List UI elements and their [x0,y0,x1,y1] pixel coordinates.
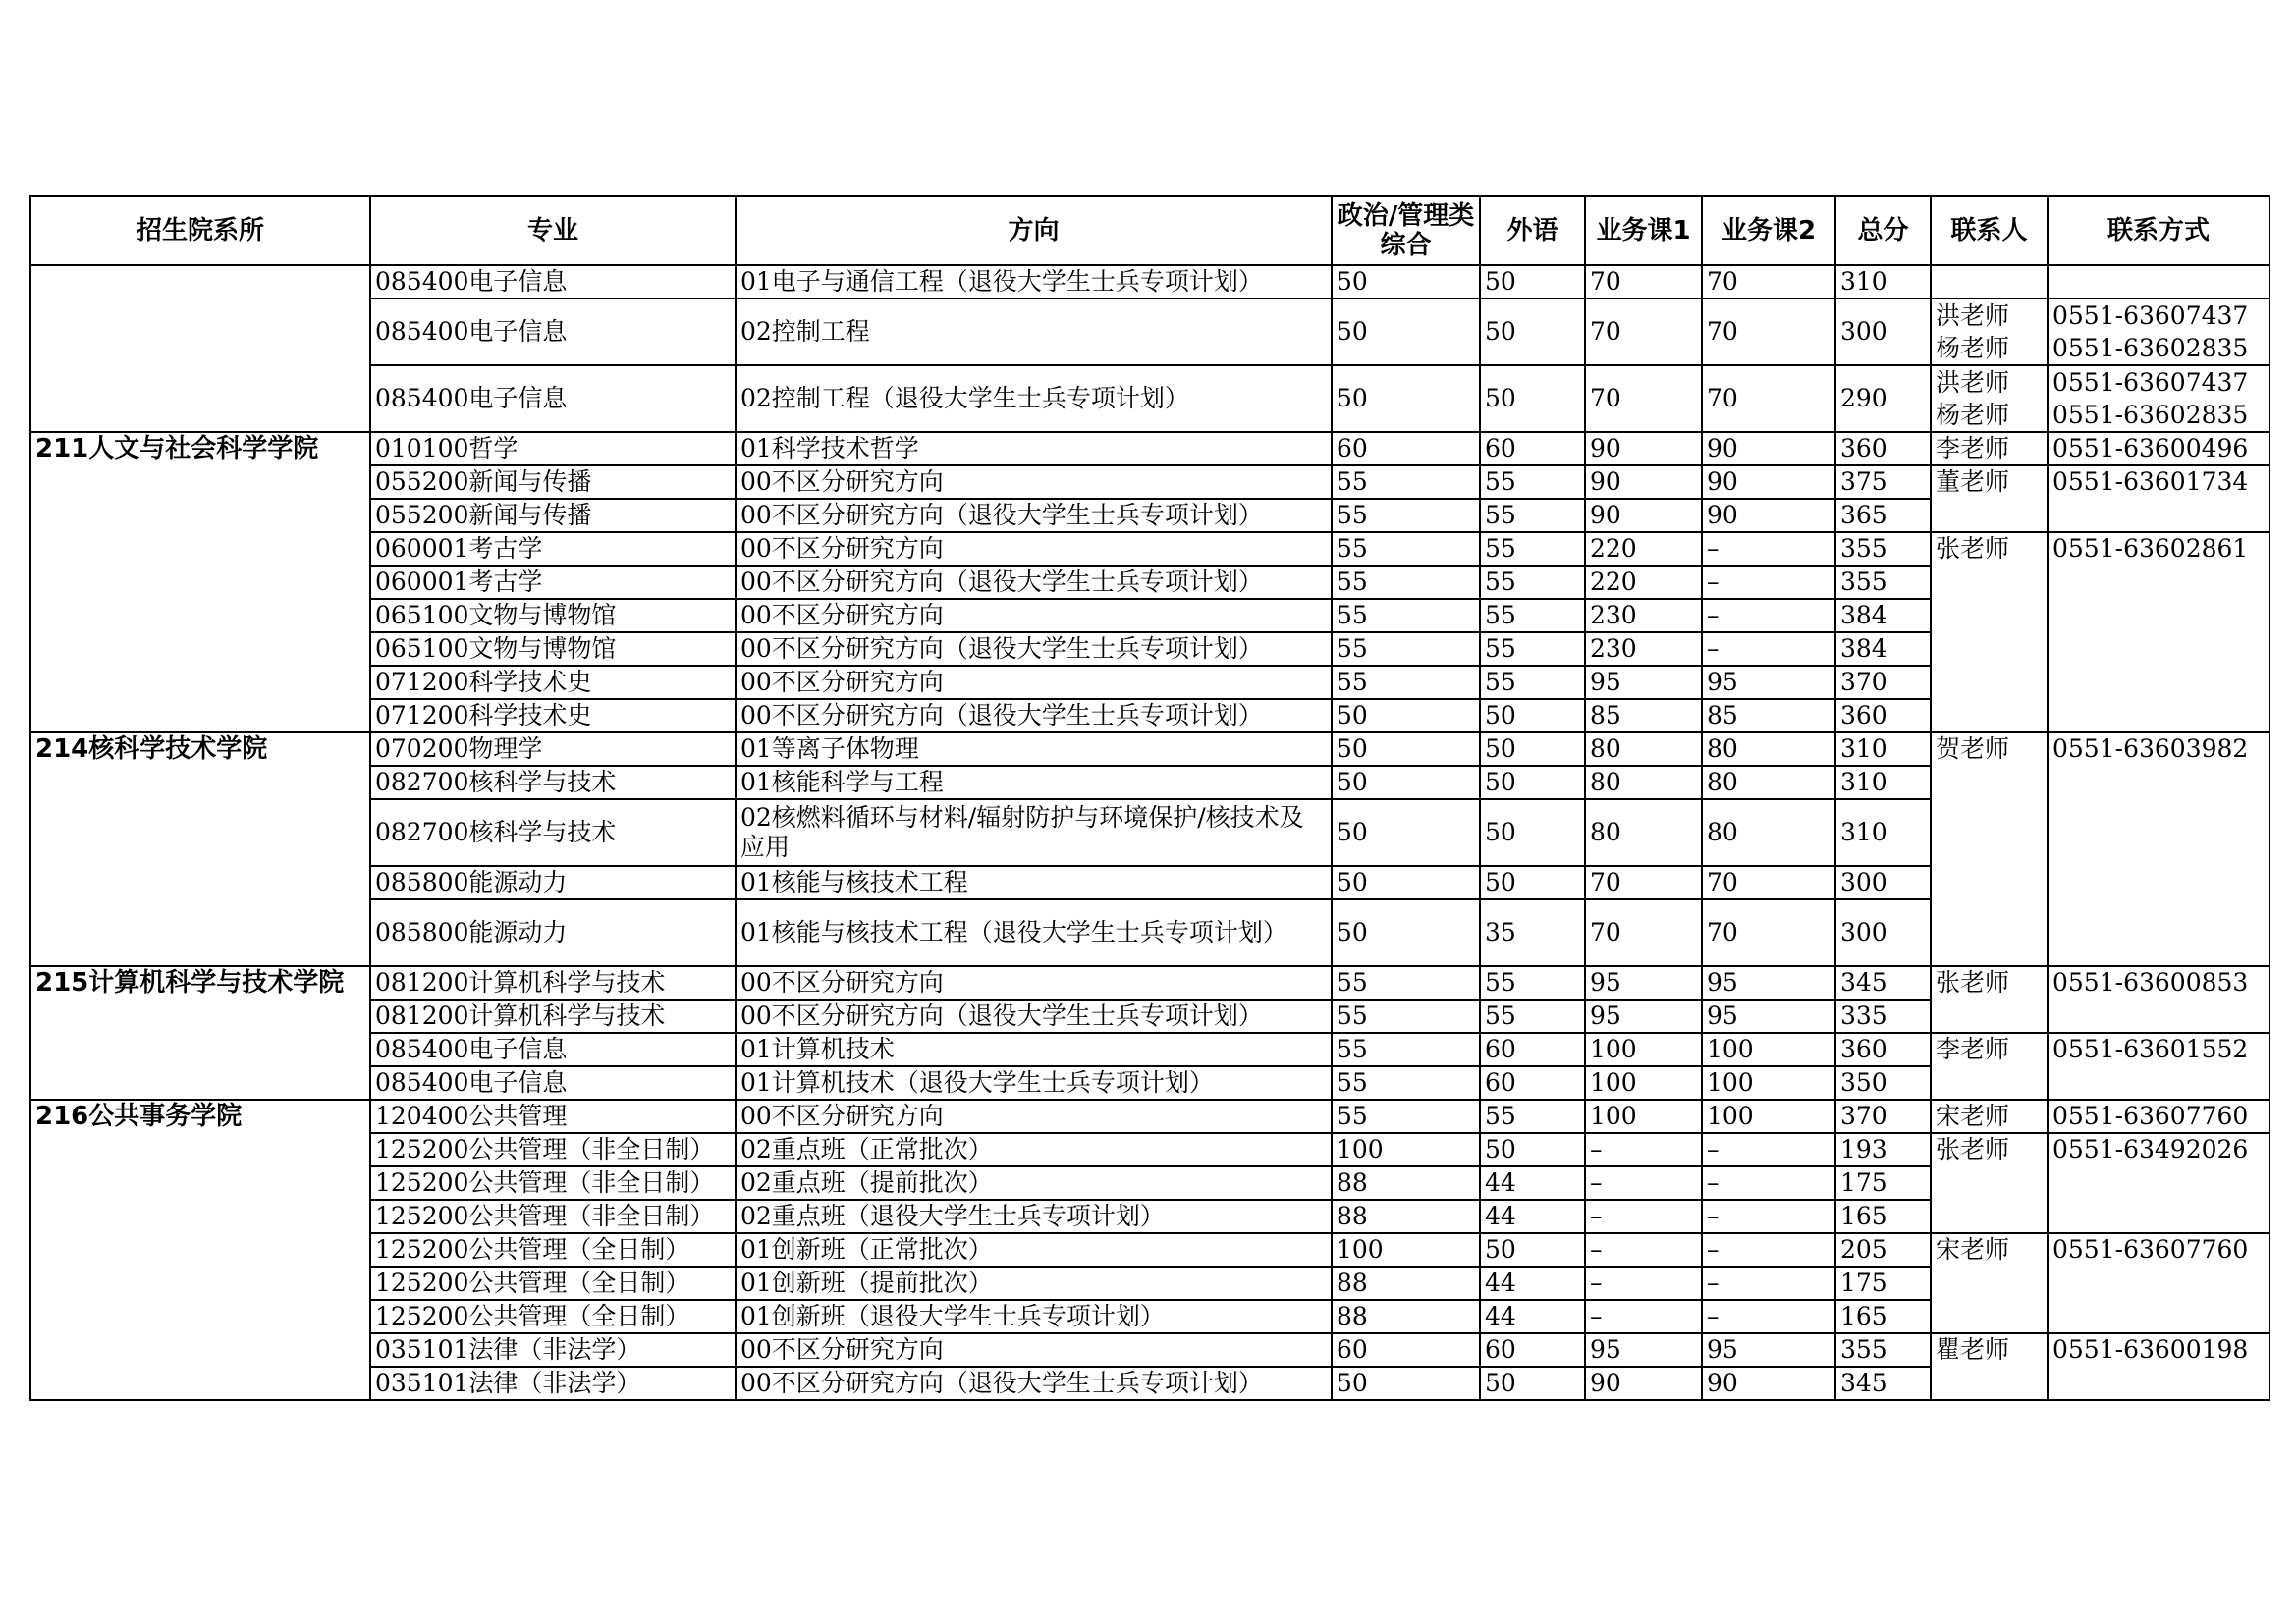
total-cell: 165 [1835,1300,1931,1333]
total-cell: 205 [1835,1233,1931,1267]
total-cell: 300 [1835,866,1931,899]
course2-cell: 70 [1702,298,1835,365]
course2-cell: 70 [1702,866,1835,899]
course1-cell: 95 [1585,666,1702,699]
course2-cell: 90 [1702,499,1835,532]
foreign-cell: 50 [1480,766,1585,799]
course2-cell: – [1702,1300,1835,1333]
major-cell: 085400电子信息 [370,265,736,298]
col-direction: 方向 [736,196,1332,265]
course2-cell: 100 [1702,1033,1835,1066]
phone-cell: 0551-63602861 [2048,532,2269,732]
major-cell: 071200科学技术史 [370,699,736,732]
course2-cell: 70 [1702,265,1835,298]
total-cell: 355 [1835,1333,1931,1367]
course1-cell: 90 [1585,465,1702,499]
foreign-cell: 44 [1480,1200,1585,1233]
course2-cell: – [1702,1233,1835,1267]
course1-cell: 100 [1585,1033,1702,1066]
politics-cell: 100 [1332,1133,1480,1166]
contact-cell [1931,365,2048,432]
politics-cell: 55 [1332,532,1480,566]
course2-cell: – [1702,566,1835,599]
politics-cell: 50 [1332,899,1480,966]
direction-cell: 00不区分研究方向（退役大学生士兵专项计划） [736,566,1332,599]
total-cell: 370 [1835,666,1931,699]
politics-cell: 50 [1332,265,1480,298]
total-cell: 360 [1835,1033,1931,1066]
total-cell: 345 [1835,1367,1931,1400]
direction-cell: 01计算机技术（退役大学生士兵专项计划） [736,1066,1332,1100]
course1-cell: 90 [1585,432,1702,465]
course2-cell: – [1702,1267,1835,1300]
foreign-cell: 35 [1480,899,1585,966]
course1-cell: – [1585,1267,1702,1300]
direction-cell: 01科学技术哲学 [736,432,1332,465]
foreign-cell: 50 [1480,365,1585,432]
total-cell: 345 [1835,966,1931,1000]
total-cell: 310 [1835,732,1931,766]
politics-cell: 88 [1332,1267,1480,1300]
major-cell: 081200计算机科学与技术 [370,1000,736,1033]
course1-cell: 95 [1585,1000,1702,1033]
institution-cell: 214核科学技术学院 [30,732,370,966]
politics-cell: 50 [1332,699,1480,732]
institution-cell: 216公共事务学院 [30,1100,370,1400]
course1-cell: 80 [1585,766,1702,799]
total-cell: 360 [1835,432,1931,465]
course1-cell: 80 [1585,799,1702,866]
direction-cell: 02核燃料循环与材料/辐射防护与环境保护/核技术及应用 [736,799,1332,866]
direction-cell: 01创新班（退役大学生士兵专项计划） [736,1300,1332,1333]
phone-cell: 0551-63603982 [2048,732,2269,966]
phone-cell [2048,365,2269,432]
major-cell: 060001考古学 [370,566,736,599]
foreign-cell: 44 [1480,1300,1585,1333]
total-cell: 335 [1835,1000,1931,1033]
contact-phone: 0551-63602835 [2052,334,2249,362]
total-cell: 384 [1835,632,1931,666]
course2-cell: 95 [1702,1000,1835,1033]
course1-cell: 220 [1585,566,1702,599]
direction-cell: 00不区分研究方向（退役大学生士兵专项计划） [736,632,1332,666]
direction-cell: 01等离子体物理 [736,732,1332,766]
contact-phone: 0551-63602835 [2052,401,2249,429]
major-cell: 082700核科学与技术 [370,766,736,799]
direction-cell: 00不区分研究方向（退役大学生士兵专项计划） [736,1000,1332,1033]
course1-cell: 100 [1585,1100,1702,1133]
course1-cell: 90 [1585,1367,1702,1400]
total-cell: 310 [1835,766,1931,799]
total-cell: 375 [1835,465,1931,499]
contact-phone: 0551-63607437 [2052,368,2249,397]
foreign-cell: 44 [1480,1267,1585,1300]
phone-cell: 0551-63607760 [2048,1233,2269,1333]
major-cell: 035101法律（非法学） [370,1333,736,1367]
foreign-cell: 55 [1480,532,1585,566]
phone-cell: 0551-63600496 [2048,432,2269,465]
course1-cell: 230 [1585,632,1702,666]
table-row [30,966,2269,1000]
direction-cell: 01核能科学与工程 [736,766,1332,799]
major-cell: 035101法律（非法学） [370,1367,736,1400]
course1-cell: – [1585,1200,1702,1233]
course1-cell: 70 [1585,899,1702,966]
course1-cell: 220 [1585,532,1702,566]
col-course2: 业务课2 [1702,196,1835,265]
politics-cell: 55 [1332,966,1480,1000]
total-cell: 384 [1835,599,1931,632]
contact-name: 杨老师 [1936,401,2010,429]
direction-cell: 02重点班（提前批次） [736,1166,1332,1200]
politics-cell: 55 [1332,465,1480,499]
major-cell: 125200公共管理（全日制） [370,1300,736,1333]
direction-cell: 02控制工程 [736,298,1332,365]
politics-cell: 55 [1332,1100,1480,1133]
foreign-cell: 55 [1480,1100,1585,1133]
contact-cell: 贺老师 [1931,732,2048,966]
total-cell: 355 [1835,566,1931,599]
course2-cell: 70 [1702,365,1835,432]
direction-cell: 00不区分研究方向（退役大学生士兵专项计划） [736,699,1332,732]
phone-cell: 0551-63492026 [2048,1133,2269,1233]
table-row [30,432,2269,465]
direction-cell: 00不区分研究方向 [736,599,1332,632]
contact-cell: 宋老师 [1931,1233,2048,1333]
politics-cell: 50 [1332,766,1480,799]
col-major: 专业 [370,196,736,265]
direction-cell: 01核能与核技术工程（退役大学生士兵专项计划） [736,899,1332,966]
foreign-cell: 60 [1480,1033,1585,1066]
course1-cell: – [1585,1300,1702,1333]
foreign-cell: 50 [1480,799,1585,866]
course1-cell: 70 [1585,365,1702,432]
foreign-cell: 50 [1480,265,1585,298]
politics-cell: 55 [1332,1000,1480,1033]
politics-cell: 100 [1332,1233,1480,1267]
politics-cell: 88 [1332,1200,1480,1233]
contact-cell: 李老师 [1931,432,2048,465]
contact-cell: 张老师 [1931,966,2048,1033]
politics-cell: 55 [1332,499,1480,532]
politics-cell: 60 [1332,1333,1480,1367]
course2-cell: – [1702,1200,1835,1233]
foreign-cell: 50 [1480,1233,1585,1267]
direction-cell: 00不区分研究方向 [736,1333,1332,1367]
foreign-cell: 50 [1480,699,1585,732]
total-cell: 310 [1835,265,1931,298]
contact-cell: 宋老师 [1931,1100,2048,1133]
phone-cell [2048,298,2269,365]
course1-cell: 85 [1585,699,1702,732]
course2-cell: 80 [1702,799,1835,866]
foreign-cell: 55 [1480,499,1585,532]
course2-cell: 100 [1702,1066,1835,1100]
course1-cell: 80 [1585,732,1702,766]
contact-cell: 张老师 [1931,532,2048,732]
politics-cell: 50 [1332,1367,1480,1400]
course2-cell: – [1702,599,1835,632]
course2-cell: 100 [1702,1100,1835,1133]
table-row [30,732,2269,766]
col-phone: 联系方式 [2048,196,2269,265]
contact-phone: 0551-63607437 [2052,301,2249,330]
politics-cell: 50 [1332,365,1480,432]
foreign-cell: 50 [1480,1367,1585,1400]
phone-cell [2048,265,2269,298]
col-course1: 业务课1 [1585,196,1702,265]
foreign-cell: 55 [1480,465,1585,499]
col-foreign: 外语 [1480,196,1585,265]
course2-cell: 80 [1702,732,1835,766]
direction-cell: 00不区分研究方向 [736,465,1332,499]
course2-cell: 95 [1702,966,1835,1000]
contact-name: 杨老师 [1936,334,2010,362]
direction-cell: 00不区分研究方向（退役大学生士兵专项计划） [736,499,1332,532]
direction-cell: 02重点班（正常批次） [736,1133,1332,1166]
contact-cell: 董老师 [1931,465,2048,532]
major-cell: 120400公共管理 [370,1100,736,1133]
major-cell: 055200新闻与传播 [370,499,736,532]
course2-cell: 70 [1702,899,1835,966]
course1-cell: 70 [1585,265,1702,298]
politics-cell: 88 [1332,1300,1480,1333]
foreign-cell: 60 [1480,1333,1585,1367]
course2-cell: 95 [1702,1333,1835,1367]
phone-cell: 0551-63601552 [2048,1033,2269,1100]
foreign-cell: 55 [1480,632,1585,666]
contact-cell: 瞿老师 [1931,1333,2048,1400]
total-cell: 175 [1835,1166,1931,1200]
politics-cell: 50 [1332,298,1480,365]
course2-cell: 90 [1702,1367,1835,1400]
direction-cell: 00不区分研究方向 [736,532,1332,566]
contact-name: 洪老师 [1936,368,2010,397]
total-cell: 370 [1835,1100,1931,1133]
foreign-cell: 50 [1480,298,1585,365]
total-cell: 290 [1835,365,1931,432]
major-cell: 085800能源动力 [370,866,736,899]
foreign-cell: 55 [1480,599,1585,632]
direction-cell: 01核能与核技术工程 [736,866,1332,899]
phone-cell: 0551-63607760 [2048,1100,2269,1133]
table-row [30,265,2269,298]
foreign-cell: 50 [1480,866,1585,899]
major-cell: 125200公共管理（非全日制） [370,1133,736,1166]
direction-cell: 01创新班（提前批次） [736,1267,1332,1300]
major-cell: 085800能源动力 [370,899,736,966]
total-cell: 300 [1835,899,1931,966]
course1-cell: – [1585,1233,1702,1267]
foreign-cell: 50 [1480,732,1585,766]
politics-cell: 50 [1332,732,1480,766]
major-cell: 085400电子信息 [370,365,736,432]
politics-cell: 60 [1332,432,1480,465]
direction-cell: 01电子与通信工程（退役大学生士兵专项计划） [736,265,1332,298]
direction-cell: 00不区分研究方向 [736,666,1332,699]
major-cell: 125200公共管理（非全日制） [370,1200,736,1233]
course1-cell: 95 [1585,966,1702,1000]
total-cell: 355 [1835,532,1931,566]
foreign-cell: 55 [1480,566,1585,599]
major-cell: 065100文物与博物馆 [370,632,736,666]
total-cell: 350 [1835,1066,1931,1100]
major-cell: 060001考古学 [370,532,736,566]
course1-cell: 230 [1585,599,1702,632]
course2-cell: 90 [1702,432,1835,465]
major-cell: 010100哲学 [370,432,736,465]
politics-cell: 50 [1332,866,1480,899]
major-cell: 082700核科学与技术 [370,799,736,866]
politics-cell: 55 [1332,666,1480,699]
col-politics: 政治/管理类综合 [1332,196,1480,265]
politics-cell: 55 [1332,599,1480,632]
foreign-cell: 60 [1480,432,1585,465]
politics-cell: 88 [1332,1166,1480,1200]
course1-cell: 95 [1585,1333,1702,1367]
major-cell: 071200科学技术史 [370,666,736,699]
course2-cell: 90 [1702,465,1835,499]
phone-cell: 0551-63601734 [2048,465,2269,532]
major-cell: 065100文物与博物馆 [370,599,736,632]
course1-cell: 90 [1585,499,1702,532]
contact-cell [1931,265,2048,298]
major-cell: 081200计算机科学与技术 [370,966,736,1000]
foreign-cell: 60 [1480,1066,1585,1100]
direction-cell: 02控制工程（退役大学生士兵专项计划） [736,365,1332,432]
header-row [30,196,2269,265]
foreign-cell: 55 [1480,666,1585,699]
course2-cell: – [1702,532,1835,566]
direction-cell: 00不区分研究方向 [736,966,1332,1000]
table-row [30,1100,2269,1133]
course2-cell: – [1702,1133,1835,1166]
course2-cell: 80 [1702,766,1835,799]
phone-cell: 0551-63600853 [2048,966,2269,1033]
course2-cell: 95 [1702,666,1835,699]
total-cell: 165 [1835,1200,1931,1233]
direction-cell: 02重点班（退役大学生士兵专项计划） [736,1200,1332,1233]
major-cell: 125200公共管理（非全日制） [370,1166,736,1200]
major-cell: 125200公共管理（全日制） [370,1267,736,1300]
contact-cell [1931,298,2048,365]
course1-cell: – [1585,1133,1702,1166]
score-table [29,195,2270,1401]
total-cell: 360 [1835,699,1931,732]
contact-cell: 李老师 [1931,1033,2048,1100]
total-cell: 365 [1835,499,1931,532]
total-cell: 310 [1835,799,1931,866]
institution-cell: 211人文与社会科学学院 [30,432,370,732]
major-cell: 085400电子信息 [370,1066,736,1100]
direction-cell: 00不区分研究方向 [736,1100,1332,1133]
institution-cell: 215计算机科学与技术学院 [30,966,370,1100]
major-cell: 085400电子信息 [370,298,736,365]
course1-cell: – [1585,1166,1702,1200]
course2-cell: 85 [1702,699,1835,732]
col-contact: 联系人 [1931,196,2048,265]
course2-cell: – [1702,1166,1835,1200]
major-cell: 085400电子信息 [370,1033,736,1066]
major-cell: 070200物理学 [370,732,736,766]
major-cell: 055200新闻与传播 [370,465,736,499]
politics-cell: 55 [1332,566,1480,599]
phone-cell: 0551-63600198 [2048,1333,2269,1400]
total-cell: 193 [1835,1133,1931,1166]
course2-cell: – [1702,632,1835,666]
foreign-cell: 44 [1480,1166,1585,1200]
admission-score-table-page [29,195,2269,1408]
course1-cell: 70 [1585,298,1702,365]
contact-cell: 张老师 [1931,1133,2048,1233]
foreign-cell: 55 [1480,966,1585,1000]
direction-cell: 00不区分研究方向（退役大学生士兵专项计划） [736,1367,1332,1400]
institution-cell [30,265,370,432]
foreign-cell: 55 [1480,1000,1585,1033]
politics-cell: 50 [1332,799,1480,866]
col-institution: 招生院系所 [30,196,370,265]
direction-cell: 01计算机技术 [736,1033,1332,1066]
course1-cell: 70 [1585,866,1702,899]
foreign-cell: 50 [1480,1133,1585,1166]
major-cell: 125200公共管理（全日制） [370,1233,736,1267]
direction-cell: 01创新班（正常批次） [736,1233,1332,1267]
contact-name: 洪老师 [1936,301,2010,330]
total-cell: 175 [1835,1267,1931,1300]
politics-cell: 55 [1332,1066,1480,1100]
course1-cell: 100 [1585,1066,1702,1100]
col-total: 总分 [1835,196,1931,265]
total-cell: 300 [1835,298,1931,365]
politics-cell: 55 [1332,632,1480,666]
politics-cell: 55 [1332,1033,1480,1066]
